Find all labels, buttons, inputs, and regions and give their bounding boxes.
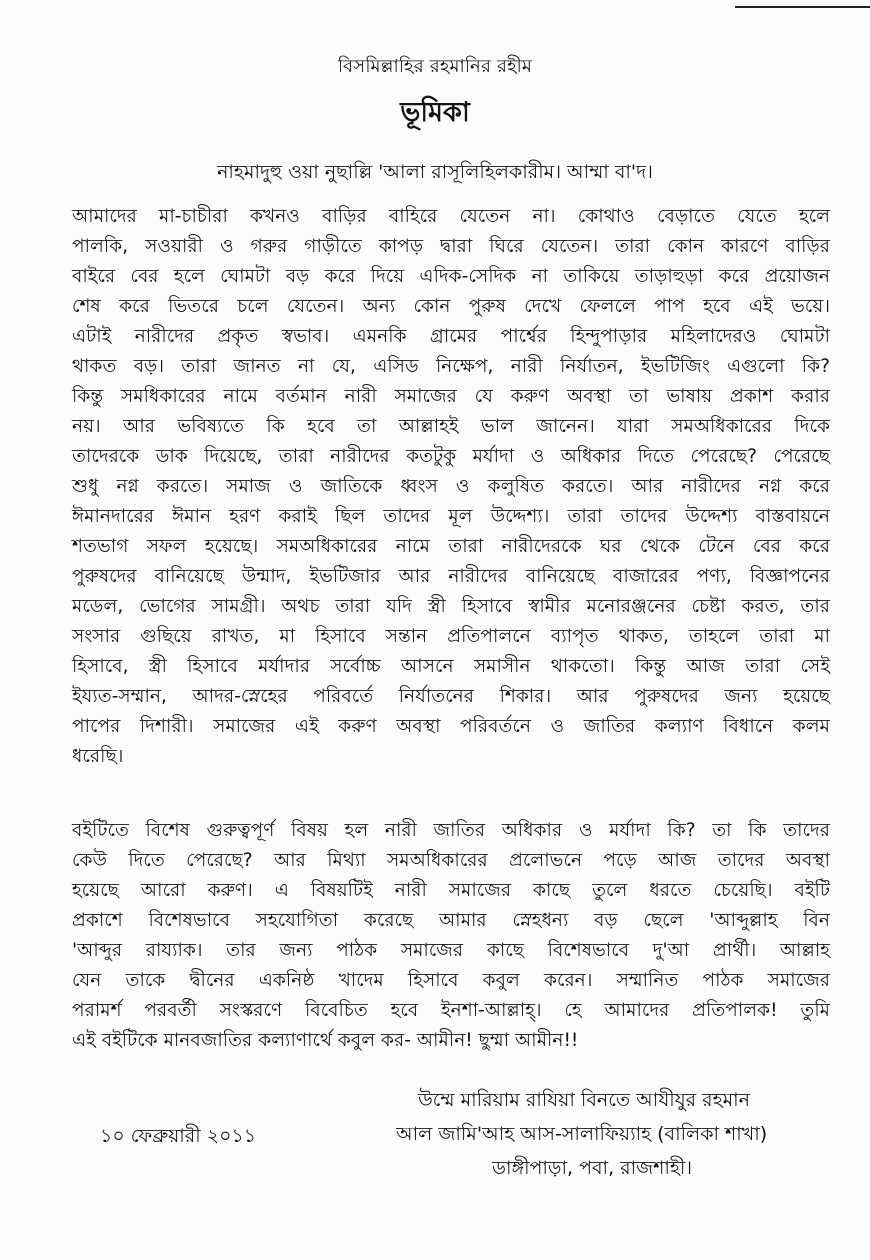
text-line: যেন তাকে দ্বীনের একনিষ্ঠ খাদেম হিসাবে কবুল করেন। সম্মানিত পাঠক সমাজের <box>72 970 830 991</box>
text-line: পুরুষদের বানিয়েছে উন্মাদ, ইভটিজার আর নারীদের বানিয়েছে বাজারের পণ্য, বিজ্ঞাপনের <box>72 566 830 587</box>
text-line: কেউ দিতে পেরেছে? আর মিথ্যা সমঅধিকারের প্রলোভনে পড়ে আজ তাদের অবস্থা <box>72 850 830 871</box>
invocation-line: নাহমাদুহু ওয়া নুছাল্লি 'আলা রাসূলিহিলকারীম। আম্মা বা'দ। <box>217 161 653 183</box>
text-line: ধরেছি। <box>72 746 124 767</box>
text-line: 'আব্দুর রায্যাক। তার জন্য পাঠক সমাজের কাছে বিশেষভাবে দু'আ প্রার্থী। আল্লাহ <box>72 940 830 961</box>
text-line: পালকি, সওয়ারী ও গরুর গাড়ীতে কাপড় দ্বারা ঘিরে যেতেন। তারা কোন কারণে বাড়ির <box>72 236 830 257</box>
text-line: শুধু নগ্ন করতে। সমাজ ও জাতিকে ধ্বংস ও কলুষিত করতে। আর নারীদের নগ্ন করে <box>72 476 830 497</box>
text-line: ঈমানদারের ঈমান হরণ করাই ছিল তাদের মূল উদ্দেশ্য। তারা তাদের উদ্দেশ্য বাস্তবায়নে <box>72 506 830 527</box>
text-line: আমাদের মা-চাচীরা কখনও বাড়ির বাহিরে যেতেন না। কোথাও বেড়াতে যেতে হলে <box>72 206 830 227</box>
text-line: শতভাগ সফল হয়েছে। সমঅধিকারের নামে তারা নারীদেরকে ঘর থেকে টেনে বের করে <box>72 536 830 557</box>
text-line: ইয্যত-সম্মান, আদর-স্নেহের পরিবর্তে নির্যাতনের শিকার। আর পুরুষদের জন্য হয়েছে <box>72 686 830 707</box>
text-line: প্রকাশে বিশেষভাবে সহযোগিতা করেছে আমার স্নেহধন্য বড় ছেলে 'আব্দুল্লাহ বিন <box>72 910 830 931</box>
top-rule <box>735 6 870 8</box>
text-line: বইটিতে বিশেষ গুরুত্বপূর্ণ বিষয় হল নারী জাতির অধিকার ও মর্যাদা কি? তা কি তাদের <box>72 820 830 841</box>
signature-name: উম্মে মারিয়াম রাযিয়া বিনতে আযীযুর রহমান <box>418 1089 750 1111</box>
signature-institution: আল জামি'আহ আস-সালাফিয়্যাহ (বালিকা শাখা) <box>396 1123 768 1145</box>
text-line: শেষ করে ভিতরে চলে যেতেন। অন্য কোন পুরুষ দেখে ফেললে পাপ হবে এই ভয়ে। <box>72 296 830 317</box>
text-line: এই বইটিকে মানবজাতির কল্যাণার্থে কবুল কর- আমীন! ছুম্মা আমীন!! <box>72 1030 579 1051</box>
bismillah-heading: বিসমিল্লাহির রহমানির রহীম <box>337 56 533 77</box>
text-line: পাপের দিশারী। সমাজের এই করুণ অবস্থা পরিবর্তনে ও জাতির কল্যাণ বিধানে কলম <box>72 716 830 737</box>
text-line: তাদেরকে ডাক দিয়েছে, তারা নারীদের কতটুকু মর্যাদা ও অধিকার দিতে পেরেছে? পেরেছে <box>72 446 830 467</box>
text-line: কিন্তু সমধিকারের নামে বর্তমান নারী সমাজের যে করুণ অবস্থা তা ভাষায় প্রকাশ করার <box>72 386 830 407</box>
signature-address: ডাঙ্গীপাড়া, পবা, রাজশাহী। <box>492 1157 693 1179</box>
text-line: নয়। আর ভবিষ্যতে কি হবে তা আল্লাহই ভাল জানেন। যারা সমঅধিকারের দিকে <box>72 416 830 437</box>
paragraph-2 <box>72 816 830 1056</box>
text-line: থাকত বড়। তারা জানত না যে, এসিড নিক্ষেপ, নারী নির্যাতন, ইভটিজিং এগুলো কি? <box>72 356 830 377</box>
text-line: সংসার গুছিয়ে রাখত, মা হিসাবে সন্তান প্রতিপালনে ব্যাপৃত থাকত, তাহলে তারা মা <box>72 626 830 647</box>
paragraph-1 <box>72 202 830 772</box>
text-line: হিসাবে, স্ত্রী হিসাবে মর্যাদার সর্বোচ্চ আসনে সমাসীন থাকতো। কিন্তু আজ তারা সেই <box>72 656 830 677</box>
text-line: বাইরে বের হলে ঘোমটা বড় করে দিয়ে এদিক-সেদিক না তাকিয়ে তাড়াহুড়া করে প্রয়োজন <box>72 266 830 287</box>
text-line: মডেল, ভোগের সামগ্রী। অথচ তারা যদি স্ত্রী হিসাবে স্বামীর মনোরঞ্জনের চেষ্টা করত, তার <box>72 596 830 617</box>
page-title: ভূমিকা <box>400 97 470 128</box>
text-line: পরামর্শ পরবর্তী সংস্করণে বিবেচিত হবে ইনশা-আল্লাহ্। হে আমাদের প্রতিপালক! তুমি <box>72 1000 830 1021</box>
text-line: হয়েছে আরো করুণ। এ বিষয়টিই নারী সমাজের কাছে তুলে ধরতে চেয়েছি। বইটি <box>72 880 830 901</box>
date-line: ১০ ফেব্রুয়ারী ২০১১ <box>100 1125 257 1147</box>
text-line: এটাই নারীদের প্রকৃত স্বভাব। এমনকি গ্রামের পার্শ্বের হিন্দুপাড়ার মহিলাদেরও ঘোমটা <box>72 326 830 347</box>
